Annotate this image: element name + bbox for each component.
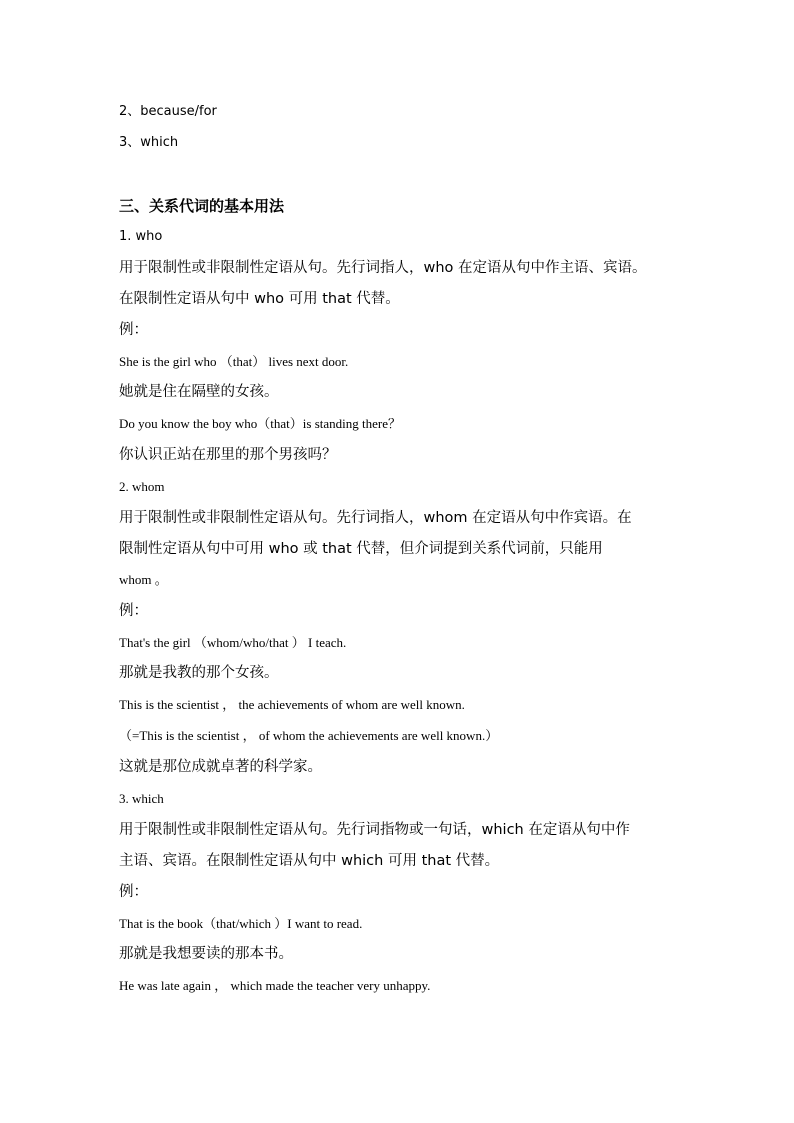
who-example-1-chinese: 她就是住在隔壁的女孩。 [119,384,279,400]
whom-example-label: 例： [119,603,148,619]
who-example-1-english: She is the girl who （that） lives next door. [119,354,349,369]
whom-description-line-1: 用于限制性或非限制性定语从句。先行词指人，whom 在定语从句中作宾语。在 [119,510,632,526]
whom-example-2-chinese: 这就是那位成就卓著的科学家。 [119,759,322,775]
which-example-label: 例： [119,884,148,900]
who-description-line-1: 用于限制性或非限制性定语从句。先行词指人，who 在定语从句中作主语、宾语。 [119,260,647,276]
whom-description-line-2: 限制性定语从句中可用 who 或 that 代替，但介词提到关系代词前，只能用 [119,541,603,557]
which-description-line-2: 主语、宾语。在限制性定语从句中 which 可用 that 代替。 [119,853,500,869]
who-example-2-english: Do you know the boy who（that）is standing there？ [119,416,401,431]
who-example-label: 例： [119,322,148,338]
section-heading: 三、关系代词的基本用法 [119,197,285,215]
which-example-1-chinese: 那就是我想要读的那本书。 [119,946,293,962]
whom-example-2-alternative: （=This is the scientist ， of whom the achievements are well known.） [119,728,499,743]
list-item-2: 2、because/for [119,104,217,119]
who-title: 1. who [119,229,163,244]
who-description-line-2: 在限制性定语从句中 who 可用 that 代替。 [119,291,400,307]
who-example-2-chinese: 你认识正站在那里的那个男孩吗？ [119,447,337,463]
whom-description-line-3: whom 。 [119,572,168,587]
whom-example-2-english: This is the scientist ， the achievements of whom are well known. [119,697,465,712]
which-title: 3. which [119,791,164,806]
which-description-line-1: 用于限制性或非限制性定语从句。先行词指物或一句话，which 在定语从句中作 [119,822,630,838]
whom-example-1-english: That's the girl （whom/who/that ） I teach. [119,635,347,650]
which-example-1-english: That is the book（that/which ）I want to read. [119,916,363,931]
whom-example-1-chinese: 那就是我教的那个女孩。 [119,665,279,681]
list-item-3: 3、which [119,135,179,150]
whom-title: 2. whom [119,479,165,494]
which-example-2-english: He was late again ， which made the teacher very unhappy. [119,978,431,993]
